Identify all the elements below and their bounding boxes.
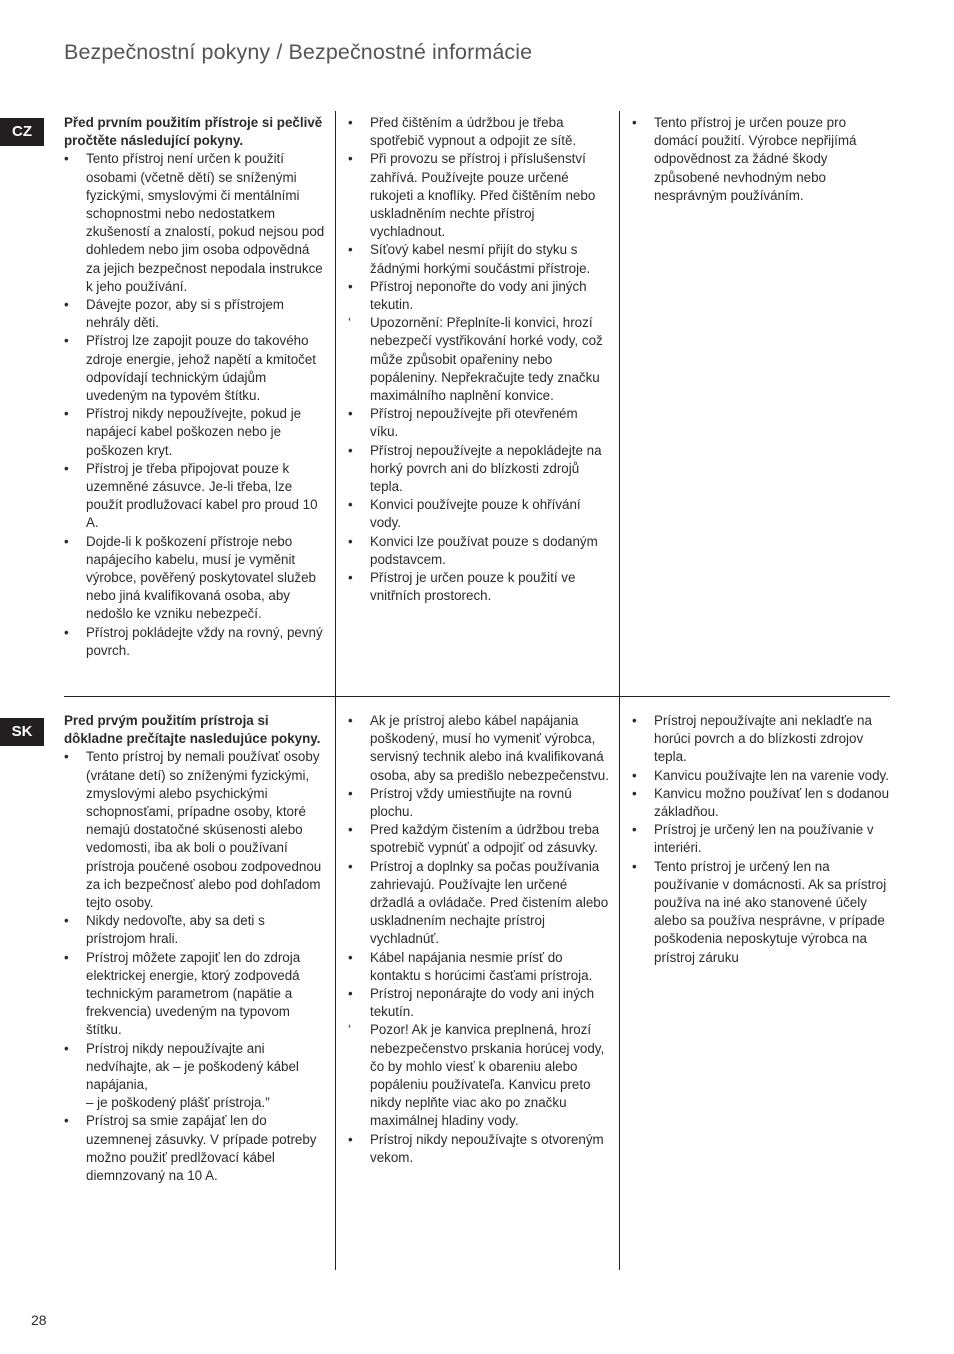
- bullet-marker: •: [632, 115, 637, 130]
- list-item: [64, 748, 325, 912]
- list-item: [632, 712, 890, 767]
- bullet-marker: •: [348, 785, 353, 801]
- list-item-text: Prístroj sa smie zapájať len do uzemnenej zásuvky. V prípade potreby možno použiť predlžovací kábel diemnzovaný na 10 A.: [86, 1113, 317, 1184]
- list-item-text: Prístroj nikdy nepoužívajte ani nedvíhajte, ak – je poškodený kábel napájania, – je poškodený plášť prístroja.”: [86, 1040, 299, 1111]
- bullet-marker: •: [64, 749, 69, 765]
- list-item: [348, 241, 609, 277]
- list-item-text: Prístroj a doplnky sa počas používania zahrievajú. Používajte len určené držadlá a ovládače. Pred čistením alebo uskladnením nechajte prístroj vychladnúť.: [370, 858, 609, 947]
- list-item: [348, 496, 609, 532]
- bullet-marker: ‘: [348, 315, 351, 331]
- list-item-text: Tento prístroj je určený len na používanie v domácnosti. Ak sa prístroj používa na iné ako stanovené účely alebo sa používa nesprávne, v prípade poškodenia neposkytuje výrobca na prístroj záruku: [654, 858, 887, 965]
- column-2: [336, 697, 620, 1270]
- list-item-text: Prístroj nikdy nepoužívajte s otvoreným vekom.: [370, 1131, 604, 1165]
- list-item-text: Pred každým čistením a údržbou treba spotrebič vypnúť a odpojiť od zásuvky.: [370, 822, 600, 856]
- list-item: [64, 405, 325, 460]
- list-item-text: Kanvicu možno používať len s dodanou základňou.: [654, 785, 890, 820]
- bullet-marker: •: [64, 1040, 69, 1056]
- list-item-text: Konvici používejte pouze k ohřívání vody.: [370, 497, 581, 531]
- list-item: [632, 767, 890, 785]
- bullet-marker: •: [64, 406, 69, 422]
- bullet-marker: •: [348, 242, 353, 258]
- bullet-marker: •: [64, 949, 69, 965]
- bullet-marker: •: [64, 297, 69, 313]
- bullet-marker: •: [64, 1113, 69, 1129]
- list-item-text: Při provozu se přístroj i příslušenství zahřívá. Používejte pouze určené rukojeti a knoflíky. Před čištěním nebo uskladněním nechte přístroj vychladnout.: [370, 151, 596, 240]
- list-item-text: Přístroj pokládejte vždy na rovný, pevný povrch.: [86, 624, 323, 658]
- bullet-marker: •: [64, 624, 69, 640]
- bullet-marker: •: [348, 858, 353, 874]
- list-item-text: Dojde-li k poškození přístroje nebo napájecího kabelu, musí je vyměnit výrobce, pověřený poskytovatel služeb nebo jiná kvalifikovaná osoba, aby nedošlo ke vzniku nebezpečí.: [86, 533, 316, 622]
- list-item-text: Pozor! Ak je kanvica preplnená, hrozí nebezpečenstvo prskania horúcej vody, čo by mohlo viesť k obareniu alebo popáleniu používateľa. Kanvicu preto nikdy neplňte viac ako po značku maximálnej hladiny vody.: [370, 1022, 605, 1129]
- list-item-text: Tento přístroj je určen pouze pro domácí použití. Výrobce nepřijímá odpovědnost za žádné škody způsobené nevhodným nebo nesprávným používáním.: [654, 115, 857, 203]
- list-item-text: Přístroj neponořte do vody ani jiných tekutin.: [370, 278, 587, 313]
- list-item: [348, 405, 609, 441]
- instruction-list: [64, 748, 325, 1185]
- instruction-list: [348, 712, 609, 1167]
- list-item: [64, 912, 325, 948]
- instruction-list: [348, 114, 609, 605]
- bullet-marker: •: [64, 533, 69, 549]
- list-item-text: Dávejte pozor, aby si s přístrojem nehrály děti.: [86, 297, 284, 331]
- bullet-marker: •: [348, 570, 353, 586]
- bullet-marker: •: [632, 713, 637, 728]
- list-item: [64, 624, 325, 660]
- list-item-text: Přístroj lze zapojit pouze do takového zdroje energie, jehož napětí a kmitočet odpovídají technickým údajům uvedeným na typovém štítku.: [86, 333, 317, 404]
- language-badge-cz: CZ: [0, 118, 44, 146]
- bullet-marker: •: [348, 497, 353, 513]
- list-item: [348, 533, 609, 569]
- list-item: [64, 1112, 325, 1185]
- list-item-text: Kanvicu používajte len na varenie vody.: [654, 767, 889, 783]
- bullet-marker: ‘: [348, 1022, 351, 1038]
- list-item: [348, 949, 609, 985]
- column-1: [64, 697, 336, 1270]
- list-item: [64, 533, 325, 624]
- list-item-text: Konvici lze používat pouze s dodaným podstavcem.: [370, 533, 598, 567]
- list-item: [348, 985, 609, 1021]
- page-title: Bezpečnostní pokyny / Bezpečnostné informácie: [64, 40, 533, 64]
- list-item: [348, 785, 609, 821]
- bullet-marker: •: [632, 785, 637, 801]
- instruction-list: [632, 712, 890, 967]
- list-item: [348, 314, 609, 405]
- bullet-marker: •: [64, 151, 69, 167]
- bullet-marker: •: [348, 822, 353, 838]
- list-item-text: Prístroj je určený len na používanie v interiéri.: [654, 822, 874, 856]
- list-item-text: Nikdy nedovoľte, aby sa deti s prístrojom hrali.: [86, 913, 265, 947]
- list-item-text: Tento přístroj není určen k použití osobami (včetně dětí) se sníženými fyzickými, smyslovými či mentálními schopnostmi nebo nedostatkem zkušeností a znalostí, pokud nejsou pod dohledem nebo jim osoba odpovědná za jejich bezpečnost nepodala instrukce k jeho používání.: [86, 151, 325, 294]
- list-item: [632, 858, 890, 967]
- list-item-text: Přístroj je třeba připojovat pouze k uzemněné zásuvce. Je-li třeba, lze použít prodlužovací kabel pro proud 10 A.: [86, 460, 318, 531]
- instruction-list: [632, 114, 890, 205]
- bullet-marker: •: [632, 767, 637, 783]
- list-item: [64, 1040, 325, 1113]
- bullet-marker: •: [64, 460, 69, 476]
- bullet-marker: •: [348, 406, 353, 422]
- list-item: [348, 114, 609, 150]
- bullet-marker: •: [348, 1131, 353, 1147]
- list-item-text: Před čištěním a údržbou je třeba spotřebič vypnout a odpojit ze sítě.: [370, 115, 577, 149]
- list-item: [632, 785, 890, 821]
- language-badge-sk: SK: [0, 718, 44, 746]
- list-item: [348, 712, 609, 785]
- list-item-text: Prístroj vždy umiestňujte na rovnú plochu.: [370, 785, 572, 820]
- list-item-text: Prístroj neponárajte do vody ani iných tekutín.: [370, 986, 595, 1020]
- column-2: [336, 111, 620, 696]
- column-3: [620, 111, 890, 696]
- bullet-marker: •: [348, 151, 353, 167]
- list-item: [348, 569, 609, 605]
- page-number: 28: [31, 1312, 47, 1328]
- section-sk: [64, 697, 890, 1270]
- section-intro: Pred prvým použitím prístroja si dôkladne prečítajte nasledujúce pokyny.: [64, 713, 321, 747]
- list-item: [348, 442, 609, 497]
- list-item-text: Kábel napájania nesmie prísť do kontaktu s horúcimi časťami prístroja.: [370, 949, 593, 983]
- bullet-marker: •: [348, 713, 353, 728]
- section-intro: Před prvním použitím přístroje si pečlivě pročtěte následující pokyny.: [64, 115, 323, 149]
- instruction-list: [64, 150, 325, 660]
- list-item-text: Prístroj môžete zapojiť len do zdroja elektrickej energie, ktorý zodpovedá technickým parametrom (napätie a frekvencia) uvedeným na typovom štítku.: [86, 949, 301, 1038]
- list-item-text: Přístroj je určen pouze k použití ve vnitřních prostorech.: [370, 570, 576, 604]
- bullet-marker: •: [348, 442, 353, 458]
- list-item: [348, 1131, 609, 1167]
- bullet-marker: •: [348, 533, 353, 549]
- list-item-text: Prístroj nepoužívajte ani nekladťe na horúci povrch a do blízkosti zdrojov tepla.: [654, 713, 872, 765]
- bullet-marker: •: [632, 822, 637, 838]
- list-item-text: Přístroj nepoužívejte při otevřeném víku.: [370, 406, 578, 440]
- list-item: [64, 296, 325, 332]
- bullet-marker: •: [348, 949, 353, 965]
- list-item: [348, 821, 609, 857]
- list-item: [64, 150, 325, 296]
- list-item-text: Upozornění: Přeplníte-li konvici, hrozí nebezpečí vystřikování horké vody, což může způsobit opařeniny nebo popáleniny. Nepřekračujte tedy značku maximálního naplnění konvice.: [370, 315, 603, 404]
- list-item: [64, 332, 325, 405]
- list-item-text: Ak je prístroj alebo kábel napájania poškodený, musí ho vymeniť výrobca, servisný technik alebo iná kvalifikovaná osoba, aby sa predišlo nebezpečenstvu.: [370, 713, 609, 783]
- list-item: [64, 460, 325, 533]
- list-item-text: Tento prístroj by nemali používať osoby (vrátane detí) so zníženými fyzickými, zmyslovými alebo psychickými schopnosťami, prípadne osoby, ktoré nemajú dostatočné skúsenosti alebo vedomosti, iba ak boli o používaní prístroja poučené osobou zodpovednou za ich bezpečnosť alebo pod dohľadom tejto osoby.: [86, 749, 322, 911]
- list-item: [64, 949, 325, 1040]
- list-item: [348, 278, 609, 314]
- bullet-marker: •: [632, 858, 637, 874]
- bullet-marker: •: [64, 913, 69, 929]
- bullet-marker: •: [348, 278, 353, 294]
- column-3: [620, 697, 890, 1270]
- bullet-marker: •: [64, 333, 69, 349]
- list-item: [348, 1021, 609, 1130]
- list-item: [632, 114, 890, 205]
- list-item: [348, 858, 609, 949]
- list-item-text: Síťový kabel nesmí přijít do styku s žádnými horkými součástmi přístroje.: [370, 242, 591, 276]
- list-item-text: Přístroj nepoužívejte a nepokládejte na horký povrch ani do blízkosti zdrojů tepla.: [370, 442, 602, 495]
- list-item: [632, 821, 890, 857]
- bullet-marker: •: [348, 115, 353, 130]
- column-1: [64, 111, 336, 696]
- bullet-marker: •: [348, 986, 353, 1002]
- section-cz: [64, 111, 890, 697]
- list-item-text: Přístroj nikdy nepoužívejte, pokud je napájecí kabel poškozen nebo je poškozen kryt.: [86, 406, 302, 458]
- list-item: [348, 150, 609, 241]
